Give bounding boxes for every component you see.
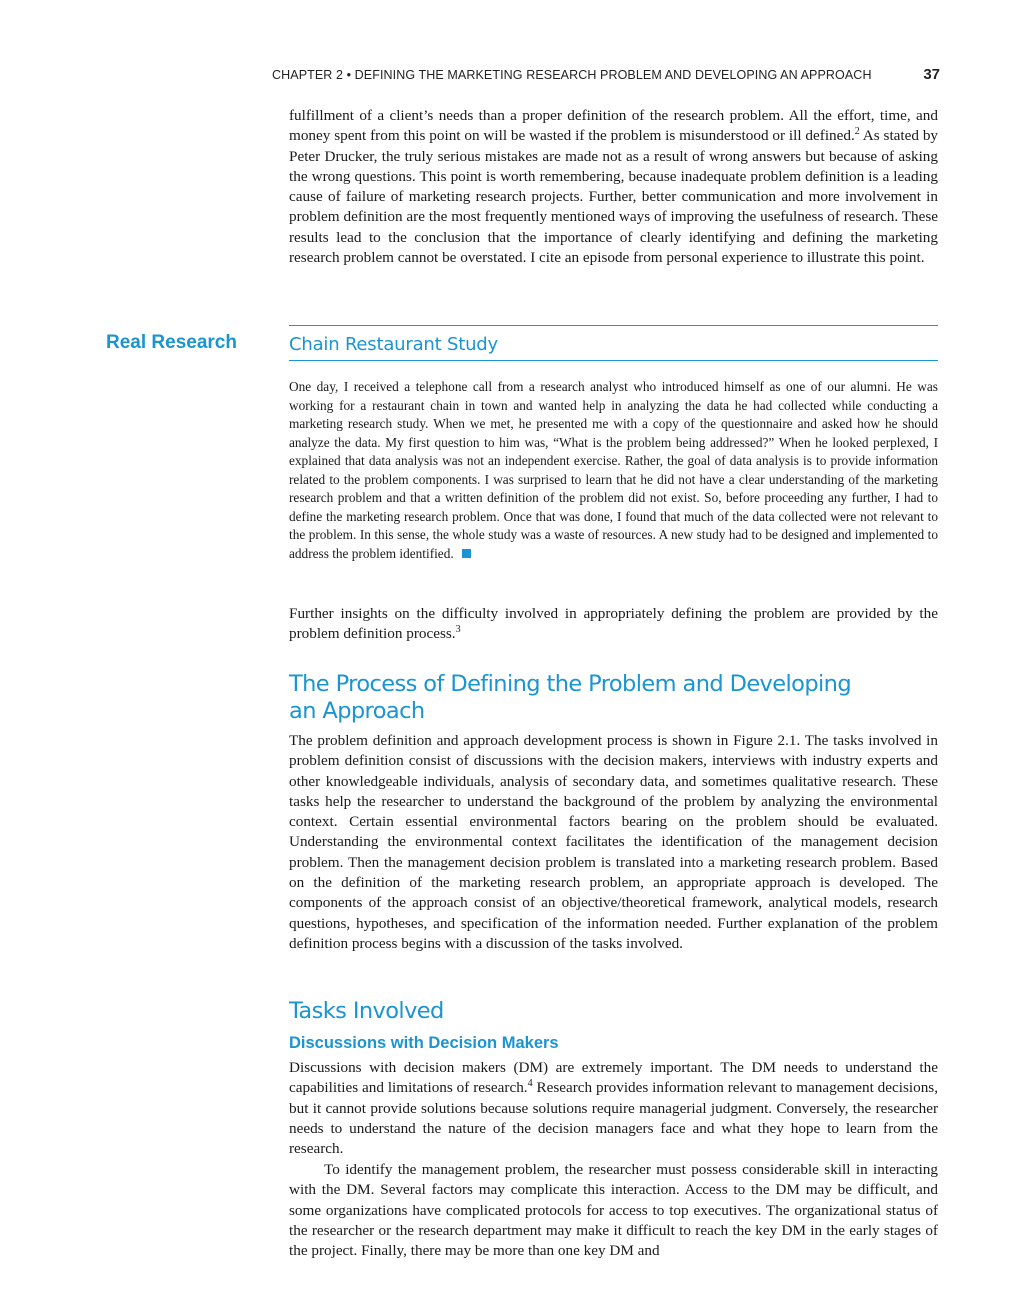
real-research-label: Real Research	[106, 332, 237, 353]
box-title: Chain Restaurant Study	[289, 334, 498, 355]
box-top-rule	[289, 325, 938, 326]
subheading-discussions: Discussions with Decision Makers	[289, 1034, 559, 1052]
footnote-ref: 3	[455, 624, 461, 636]
real-research-body: One day, I received a telephone call from a research analyst who introduced himself as one of our alumni. He was working for a restaurant chain in town and wanted help in analyzing the data he had collected while conducting a marketing research study. When we met, he presented me with a copy of the questionnaire and asked how he should analyze the data. My first question to him was, “What is the problem being addressed?” When he looked perplexed, I explained that data analysis was not an independent exercise. Rather, the goal of data analysis is to provide information related to the problem components. I was surprised to learn that he did not have a clear understanding of the marketing research problem and that a written definition of the problem did not exist. So, before proceeding any further, I had to define the marketing research problem. Once that was done, I found that much of the data collected were not relevant to the problem. In this sense, the whole study was a waste of resources. A new study had to be designed and implemented to address the problem identified.	[289, 379, 938, 561]
discussions-paragraph-2: To identify the management problem, the researcher must possess considerable skill in interacting with the DM. Several factors may complicate this interaction. Access to the DM may be difficult, and some organizations have complicated protocols for access to top executives. The organizational status of the researcher or the research department may make it difficult to reach the key DM in the early stages of the project. Finally, there may be more than one key DM and	[289, 1161, 938, 1260]
end-square-icon	[462, 549, 471, 558]
section-heading-tasks: Tasks Involved	[289, 998, 444, 1024]
discussions-text-a: Discussions with decision makers (DM) are extremely important. The DM needs to understand the capabilities and limitations of research.	[289, 1059, 938, 1097]
footnote-ref: 2	[854, 126, 860, 138]
page-header	[272, 66, 940, 83]
heading-line-1: The Process of Defining the Problem and Developing	[289, 671, 852, 697]
section-heading-process	[289, 671, 851, 724]
discussions-paragraph-1	[289, 1058, 938, 1159]
process-paragraph: The problem definition and approach development process is shown in Figure 2.1. The tasks involved in problem definition consist of discussions with the decision makers, interviews with industry experts and other knowledgeable individuals, analysis of secondary data, and sometimes qualitative research. These tasks help the researcher to understand the background of the problem by analyzing the environmental context. Certain essential environmental factors bearing on the problem should be evaluated. Understanding the environmental context facilitates the identification of the management decision problem. Then the management decision problem is translated into a marketing research problem. Based on the definition of the marketing research problem, an appropriate approach is developed. The components of the approach consist of an objective/theoretical framework, analytical models, research questions, hypotheses, and specification of the information needed. Further explanation of the problem definition process begins with a discussion of the tasks involved.	[289, 732, 938, 952]
page-number: 37	[923, 66, 940, 83]
further-text: Further insights on the difficulty involved in appropriately defining the problem are provided by the problem definition process.	[289, 605, 938, 643]
running-head: CHAPTER 2 • DEFINING THE MARKETING RESEARCH PROBLEM AND DEVELOPING AN APPROACH	[272, 68, 872, 82]
intro-paragraph	[289, 106, 938, 268]
footnote-ref: 4	[527, 1078, 533, 1090]
real-research-text	[289, 378, 938, 563]
further-paragraph	[289, 604, 938, 645]
box-title-rule	[289, 360, 938, 361]
intro-text-b: As stated by Peter Drucker, the truly serious mistakes are made not as a result of wrong answers but because of asking the wrong questions. This point is worth remembering, because inadequate problem definition is a leading cause of failure of marketing research projects. Further, better communication and more involvement in problem definition are the most frequently mentioned ways of improving the usefulness of research. These results lead to the conclusion that the importance of clearly identifying and defining the marketing research problem cannot be overstated. I cite an episode from personal experience to illustrate this point.	[289, 127, 939, 267]
heading-line-2: an Approach	[289, 697, 425, 724]
intro-text-a: fulfillment of a client’s needs than a proper definition of the research problem. All the effort, time, and money spent from this point on will be wasted if the problem is misunderstood or ill defined.	[289, 107, 938, 145]
discussions-text-b: Research provides information relevant to management decisions, but it cannot provide solutions because solutions require managerial judgment. Conversely, the researcher needs to understand the nature of the decision managers face and what they hope to learn from the research.	[289, 1079, 939, 1158]
